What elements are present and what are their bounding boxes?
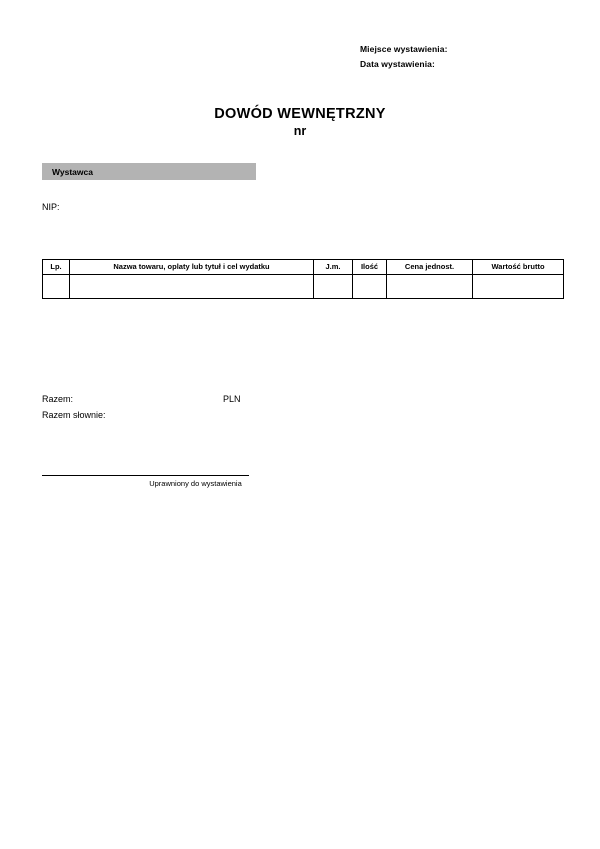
items-table-head (43, 260, 564, 275)
nip-label: NIP: (42, 202, 60, 212)
issuer-section-label: Wystawca (52, 167, 93, 177)
signature-caption: Uprawniony do wystawienia (149, 479, 242, 488)
table-row[interactable] (43, 275, 564, 299)
cell-quantity[interactable] (353, 275, 387, 299)
date-of-issue-label: Data wystawienia: (360, 59, 435, 69)
total-label: Razem: (42, 394, 74, 404)
cell-unit-price[interactable] (387, 275, 473, 299)
cell-gross-value[interactable] (473, 275, 564, 299)
header-meta-block (360, 42, 560, 72)
total-in-words-label: Razem słownie: (42, 410, 106, 420)
place-of-issue-label: Miejsce wystawienia: (360, 44, 448, 54)
page-title: DOWÓD WEWNĘTRZNY (214, 106, 386, 122)
cell-name[interactable] (70, 275, 314, 299)
document-number-label: nr (293, 124, 307, 138)
signature-line (42, 475, 249, 476)
column-header-unit-price: Cena jednost. (387, 260, 473, 275)
items-table (42, 259, 564, 299)
column-header-quantity: Ilość (353, 260, 387, 275)
items-table-body (43, 275, 564, 299)
table-header-row (43, 260, 564, 275)
column-header-gross-value: Wartość brutto (473, 260, 564, 275)
cell-lp[interactable] (43, 275, 70, 299)
column-header-unit: J.m. (314, 260, 353, 275)
issuer-section-header (42, 163, 256, 180)
cell-unit[interactable] (314, 275, 353, 299)
column-header-name: Nazwa towaru, oplaty lub tytuł i cel wydatku (70, 260, 314, 275)
total-currency-label: PLN (223, 394, 241, 404)
column-header-lp: Lp. (43, 260, 70, 275)
